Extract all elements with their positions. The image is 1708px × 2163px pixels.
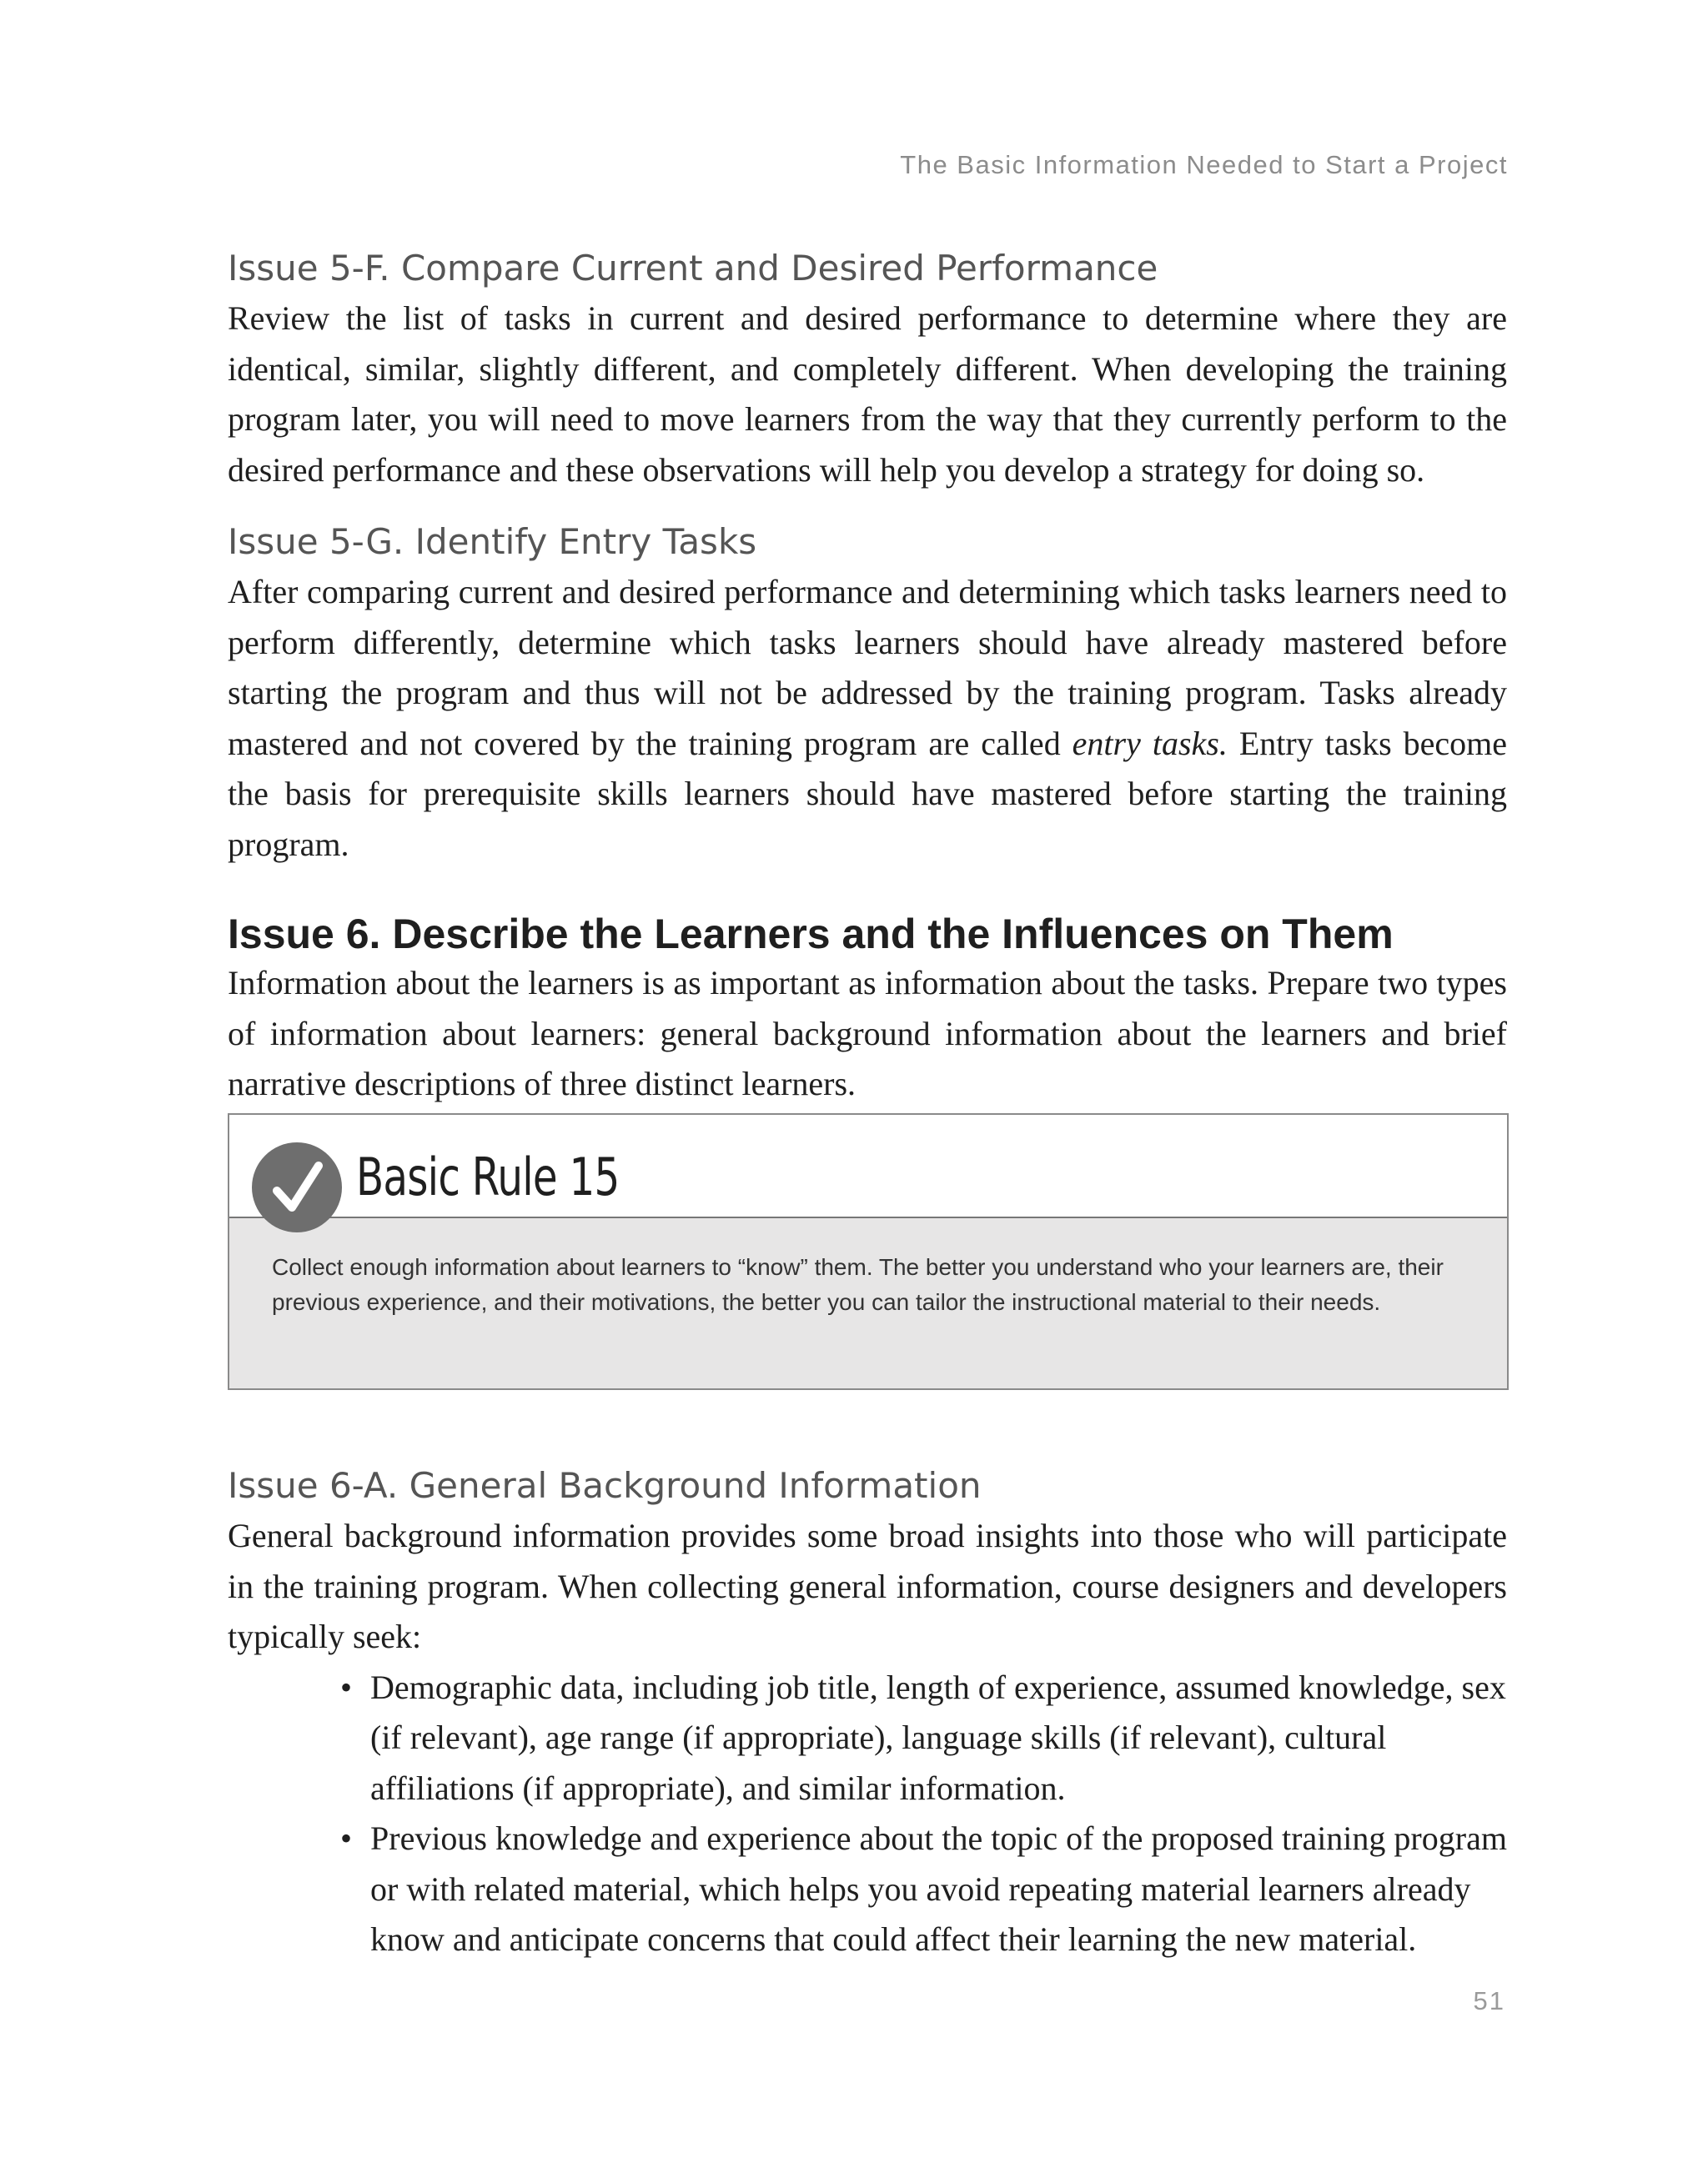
bullet-icon: • xyxy=(340,1819,353,1857)
bullet-icon: • xyxy=(340,1668,353,1706)
paragraph-issue-5g-text: After comparing current and desired performance and determining which tasks learners need to perform differently, determine which tasks learners should have already mastered before starting the program and thus will not be addressed by the training program. Tasks already mastered and not covered by the training program are called xyxy=(228,573,1507,762)
paragraph-issue-6: Information about the learners is as important as information about the tasks. Prepare two types of information about learners: general background information about the learners and brief narrative descriptions of three distinct learners. xyxy=(228,964,1507,1102)
entry-tasks-term: entry tasks. xyxy=(1072,724,1228,762)
heading-issue-5g: Issue 5-G. Identify Entry Tasks xyxy=(228,521,757,562)
checkmark-icon xyxy=(252,1142,342,1232)
list-item xyxy=(340,1663,1507,1814)
list-item-text: Demographic data, including job title, length of experience, assumed knowledge, sex (if relevant), age range (if appropriate), language skills (if relevant), cultural affiliations (if appropriate), and similar information. xyxy=(370,1668,1506,1807)
main-content xyxy=(228,242,1507,1110)
paragraph-issue-5g-text-end: Entry tasks become the basis for prerequisite skills learners should have mastered before starting the training program. xyxy=(228,724,1508,863)
heading-issue-6: Issue 6. Describe the Learners and the Influences on Them xyxy=(228,911,1394,957)
bullet-list xyxy=(228,1663,1507,1965)
basic-rule-header xyxy=(229,1115,1507,1218)
running-head: The Basic Information Needed to Start a Project xyxy=(900,150,1508,179)
paragraph-issue-5g xyxy=(228,567,1507,870)
paragraph-issue-6a: General background information provides some broad insights into those who will participate in the training program. When collecting general information, course designers and developers typically seek: xyxy=(228,1517,1507,1655)
list-item-text: Previous knowledge and experience about the topic of the proposed training program or with related material, which helps you avoid repeating material learners already know and anticipate concerns that could affect their learning the new material. xyxy=(370,1819,1507,1958)
lower-content xyxy=(228,1459,1507,1965)
list-item xyxy=(340,1814,1507,1965)
heading-issue-6a: Issue 6-A. General Background Information xyxy=(228,1465,982,1506)
basic-rule-text: Collect enough information about learners to “know” them. The better you understand who your learners are, their previous experience, and their motivations, the better you can tailor the instructional material to their needs. xyxy=(229,1218,1507,1388)
page-number: 51 xyxy=(1473,1986,1505,2015)
basic-rule-title: Basic Rule 15 xyxy=(356,1147,620,1207)
paragraph-issue-5f: Review the list of tasks in current and desired performance to determine where they are identical, similar, slightly different, and completely different. When developing the training program later, you will need to move learners from the way that they currently perform to the desired performance and these observations will help you develop a strategy for doing so. xyxy=(228,299,1507,489)
heading-issue-5f: Issue 5-F. Compare Current and Desired Performance xyxy=(228,248,1158,289)
basic-rule-box xyxy=(228,1113,1509,1390)
